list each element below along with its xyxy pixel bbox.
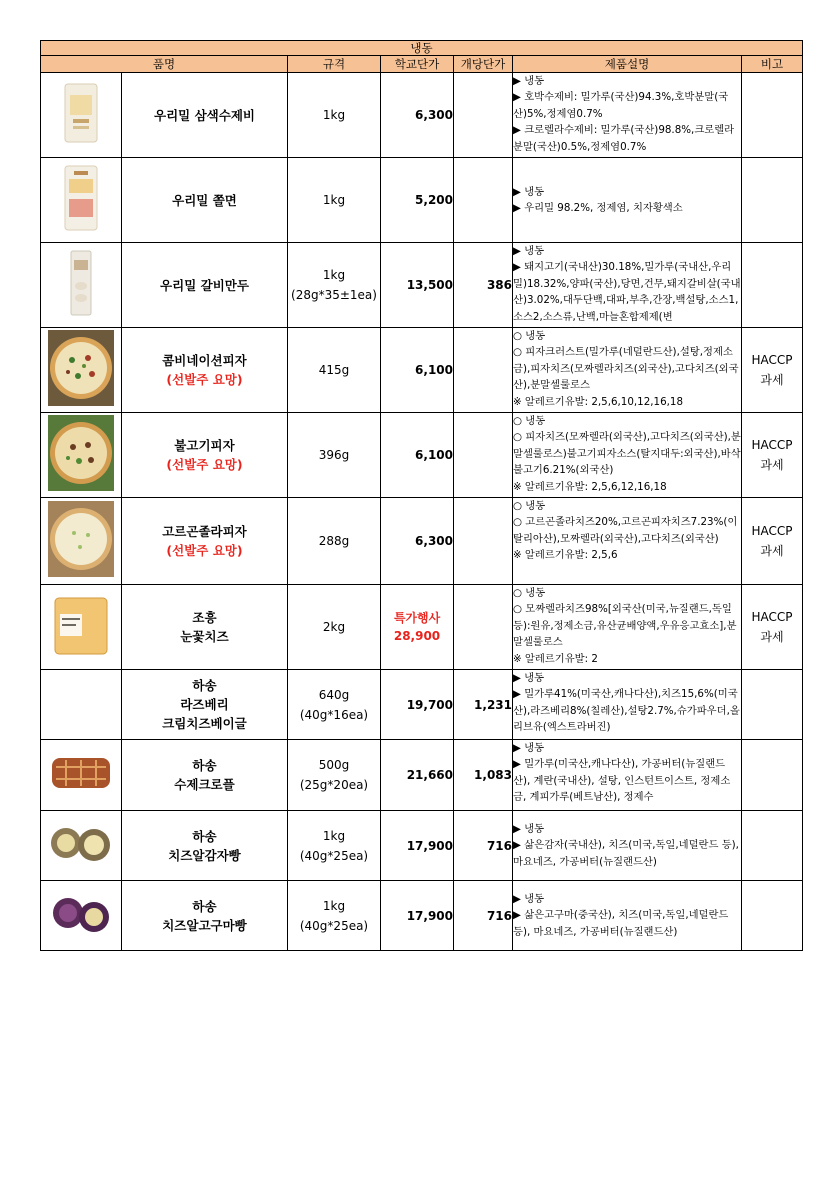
- product-spec: 396g: [288, 413, 381, 498]
- table-row: [41, 158, 803, 243]
- description-line: ○ 고르곤졸라치즈20%,고르곤피자치즈7.23%(이탈리아산),모짜렐라(외국산),고다치즈(외국산): [513, 516, 738, 545]
- product-image-cell: [41, 740, 122, 811]
- spec-count: (40g*25ea): [299, 918, 369, 933]
- header-unit-price: 개당단가: [454, 56, 513, 73]
- description-line: ▶ 냉동: [513, 892, 545, 905]
- description-line: ▶ 냉동: [513, 672, 545, 684]
- croffle-photo: [46, 752, 116, 794]
- product-name: [122, 413, 288, 498]
- product-note: [742, 585, 803, 670]
- spec-count: (40g*16ea): [299, 707, 369, 722]
- product-image-cell: [41, 73, 122, 158]
- product-image-cell: [41, 881, 122, 951]
- allergy-line: ※ 알레르기유발: 2,5,6: [513, 549, 618, 562]
- product-name-text: 고르곤졸라피자: [162, 524, 247, 539]
- table-row: [41, 881, 803, 951]
- tax-label: 과세: [760, 373, 784, 387]
- tax-label: 과세: [760, 544, 784, 558]
- potato-bread-photo: [46, 821, 116, 867]
- description-line: ▶ 우리밀 98.2%, 정제염, 치자황색소: [513, 202, 683, 214]
- pizza-photo: [48, 330, 114, 406]
- school-price: 13,500: [381, 243, 454, 328]
- product-name-text: 치즈알감자빵: [168, 847, 241, 863]
- product-note: [742, 881, 803, 951]
- product-name-text: 눈꽃치즈: [180, 629, 229, 644]
- product-spec: 1kg: [288, 158, 381, 243]
- school-price: 6,300: [381, 73, 454, 158]
- haccp-label: HACCP: [751, 438, 793, 452]
- product-brand: 조흥: [192, 610, 217, 625]
- description-line: ▶ 호박수제비: 밀가루(국산)94.3%,호박분말(국산)5%,정제염0.7%: [513, 91, 729, 120]
- pizza-photo: [48, 501, 114, 577]
- sweet-potato-bread-photo: [46, 891, 116, 937]
- spec-weight: 1kg: [322, 898, 346, 913]
- product-description: [513, 158, 742, 243]
- description-line: ○ 냉동: [513, 330, 546, 342]
- school-price: 19,700: [381, 670, 454, 740]
- table-row: [41, 73, 803, 158]
- product-name: [122, 585, 288, 670]
- product-image-cell: [41, 585, 122, 670]
- product-spec: [288, 670, 381, 740]
- pizza-photo: [48, 415, 114, 491]
- school-price: 6,100: [381, 413, 454, 498]
- product-name: [122, 158, 288, 243]
- unit-price: 1,083: [454, 740, 513, 811]
- description-line: ○ 피자크러스트(밀가루(네덜란드산),설탕,정제소금),피자치즈(모짜렐라치즈(외국산),고다치즈(외국산),분말셀룰로스: [513, 346, 739, 392]
- header-note: 비고: [742, 56, 803, 73]
- unit-price: 716: [454, 881, 513, 951]
- spec-weight: 640g: [318, 687, 350, 702]
- tax-label: 과세: [760, 630, 784, 644]
- preorder-note: (선발주 요망): [166, 457, 243, 472]
- product-photo: [64, 83, 98, 143]
- school-price: 6,300: [381, 498, 454, 585]
- table-row: [41, 413, 803, 498]
- header-row: [41, 56, 803, 73]
- table-row: [41, 740, 803, 811]
- unit-price: 386: [454, 243, 513, 328]
- spec-weight: 1kg: [322, 828, 346, 843]
- description-line: ▶ 냉동: [513, 822, 545, 835]
- unit-price: [454, 73, 513, 158]
- description-line: ▶ 삶은고구마(중국산), 치즈(미국,독일,네덜란드 등), 마요네즈, 가공버터(뉴질랜드산): [513, 909, 729, 938]
- spec-weight: 500g: [318, 758, 350, 772]
- haccp-label: HACCP: [751, 610, 793, 624]
- product-image-cell: [41, 243, 122, 328]
- table-row: [41, 243, 803, 328]
- description-line: ○ 냉동: [513, 500, 546, 512]
- product-note: [742, 73, 803, 158]
- product-name-text-2: 크림치즈베이글: [162, 716, 247, 731]
- product-spec: 1kg: [288, 73, 381, 158]
- product-description: [513, 670, 742, 740]
- product-note: [742, 670, 803, 740]
- product-name: [122, 73, 288, 158]
- product-name: [122, 243, 288, 328]
- product-image-cell: [41, 328, 122, 413]
- description-line: ○ 냉동: [513, 587, 546, 599]
- haccp-label: HACCP: [751, 524, 793, 538]
- product-name: [122, 498, 288, 585]
- product-spec: [288, 811, 381, 881]
- description-line: ▶ 삶은감자(국내산), 치즈(미국,독일,네덜란드 등), 마요네즈, 가공버터(뉴질랜드산): [513, 839, 739, 868]
- category-row: [41, 41, 803, 56]
- table-row: [41, 811, 803, 881]
- product-image-cell: [41, 158, 122, 243]
- spec-weight: 1kg: [322, 268, 346, 282]
- product-photo: [64, 165, 98, 231]
- product-image-cell: [41, 413, 122, 498]
- unit-price: [454, 328, 513, 413]
- product-note: [742, 243, 803, 328]
- cheese-bag-photo: [52, 594, 110, 656]
- table-row: [41, 670, 803, 740]
- table-row: [41, 498, 803, 585]
- description-line: ○ 모짜렐라치즈98%[외국산(미국,뉴질랜드,독일 등):원유,정제소금,유산균배양액,우유응고효소],분말셀룰로스: [513, 603, 737, 649]
- description-line: ▶ 냉동: [513, 75, 545, 87]
- spec-count: (25g*20ea): [299, 778, 369, 792]
- product-photo: [64, 250, 98, 316]
- product-name: [122, 811, 288, 881]
- unit-price: 716: [454, 811, 513, 881]
- product-name-text: 치즈알고구마빵: [162, 917, 247, 933]
- preorder-note: (선발주 요망): [166, 543, 243, 558]
- description-line: ○ 냉동: [513, 415, 546, 427]
- product-description: [513, 328, 742, 413]
- unit-price: 1,231: [454, 670, 513, 740]
- school-price: [381, 585, 454, 670]
- product-note: [742, 158, 803, 243]
- product-name: [122, 881, 288, 951]
- allergy-line: ※ 알레르기유발: 2: [513, 652, 598, 665]
- product-description: [513, 243, 742, 328]
- product-brand: 하송: [192, 678, 217, 693]
- school-price: 21,660: [381, 740, 454, 811]
- product-spec: [288, 243, 381, 328]
- description-line: ▶ 돼지고기(국내산)30.18%,밀가루(국내산,우리밀)18.32%,양파(국산),당면,건무,돼지갈비살(국내산)3.02%,대두단백,대파,부추,간장,백설탕,소스1,소스2,소스류,난백,마늘혼합제제(변: [513, 261, 741, 323]
- product-description: [513, 881, 742, 951]
- product-name-text: 라즈베리: [180, 697, 229, 712]
- product-note: [742, 740, 803, 811]
- promo-label: 특가행사: [393, 611, 441, 625]
- school-price: 17,900: [381, 811, 454, 881]
- product-note: [742, 413, 803, 498]
- spec-count: (40g*25ea): [299, 848, 369, 863]
- product-name: [122, 670, 288, 740]
- product-name-text: 콤비네이션피자: [162, 353, 247, 368]
- header-school-price: 학교단가: [381, 56, 454, 73]
- product-spec: 2kg: [288, 585, 381, 670]
- product-note: [742, 328, 803, 413]
- product-name-text: 우리밀 삼색수제비: [154, 107, 255, 123]
- tax-label: 과세: [760, 458, 784, 472]
- product-image-cell: [41, 670, 122, 740]
- header-description: 제품설명: [513, 56, 742, 73]
- product-image-cell: [41, 811, 122, 881]
- product-description: [513, 413, 742, 498]
- preorder-note: (선발주 요망): [166, 372, 243, 387]
- unit-price: [454, 158, 513, 243]
- promo-price: 28,900: [393, 629, 441, 643]
- product-brand: 하송: [192, 758, 217, 773]
- table-row: [41, 585, 803, 670]
- product-image-cell: [41, 498, 122, 585]
- unit-price: [454, 413, 513, 498]
- description-line: ▶ 크로렐라수제비: 밀가루(국산)98.8%,크로렐라분말(국산)0.5%,정제염0.7%: [513, 124, 735, 153]
- unit-price: [454, 498, 513, 585]
- description-line: ○ 피자치즈(모짜렐라(외국산),고다치즈(외국산),분말셀룰로스)불고기피자소스(탈지대두:외국산),바삭불고기6.21%(외국산): [513, 431, 741, 477]
- description-line: ▶ 밀가루(미국산,캐나다산), 가공버터(뉴질랜드산), 계란(국내산), 설탕, 인스턴트이스트, 정제소금, 계피가루(베트남산), 정제수: [513, 758, 731, 804]
- product-spec: 415g: [288, 328, 381, 413]
- spec-count: (28g*35±1ea): [291, 288, 377, 302]
- description-line: ▶ 냉동: [513, 245, 545, 257]
- allergy-line: ※ 알레르기유발: 2,5,6,10,12,16,18: [513, 395, 684, 408]
- description-line: ▶ 냉동: [513, 742, 545, 754]
- product-spec: [288, 881, 381, 951]
- school-price: 5,200: [381, 158, 454, 243]
- table-row: [41, 328, 803, 413]
- description-line: ▶ 냉동: [513, 185, 545, 198]
- product-note: [742, 498, 803, 585]
- header-name: 품명: [41, 56, 288, 73]
- product-name-text: 불고기피자: [174, 438, 235, 453]
- school-price: 6,100: [381, 328, 454, 413]
- product-description: [513, 585, 742, 670]
- product-brand: 하송: [192, 898, 217, 914]
- product-spec: [288, 740, 381, 811]
- product-name: [122, 328, 288, 413]
- product-description: [513, 740, 742, 811]
- product-spec: 288g: [288, 498, 381, 585]
- school-price: 17,900: [381, 881, 454, 951]
- product-name-text: 우리밀 쫄면: [172, 192, 237, 208]
- haccp-label: HACCP: [751, 353, 793, 367]
- product-brand: 하송: [192, 828, 217, 844]
- header-spec: 규격: [288, 56, 381, 73]
- product-description: [513, 811, 742, 881]
- category-title: 냉동: [41, 41, 803, 56]
- product-name: [122, 740, 288, 811]
- product-note: [742, 811, 803, 881]
- description-line: ▶ 밀가루41%(미국산,캐나다산),치즈15,6%(미국산),라즈베리8%(칠레산),설탕2.7%,슈가파우더,올리브유(엑스트라버진): [513, 688, 740, 734]
- product-table: [40, 40, 803, 951]
- product-description: [513, 73, 742, 158]
- allergy-line: ※ 알레르기유발: 2,5,6,12,16,18: [513, 480, 667, 493]
- product-description: [513, 498, 742, 585]
- product-name-text: 우리밀 갈비만두: [160, 277, 249, 293]
- product-name-text: 수제크로플: [174, 777, 235, 792]
- unit-price: [454, 585, 513, 670]
